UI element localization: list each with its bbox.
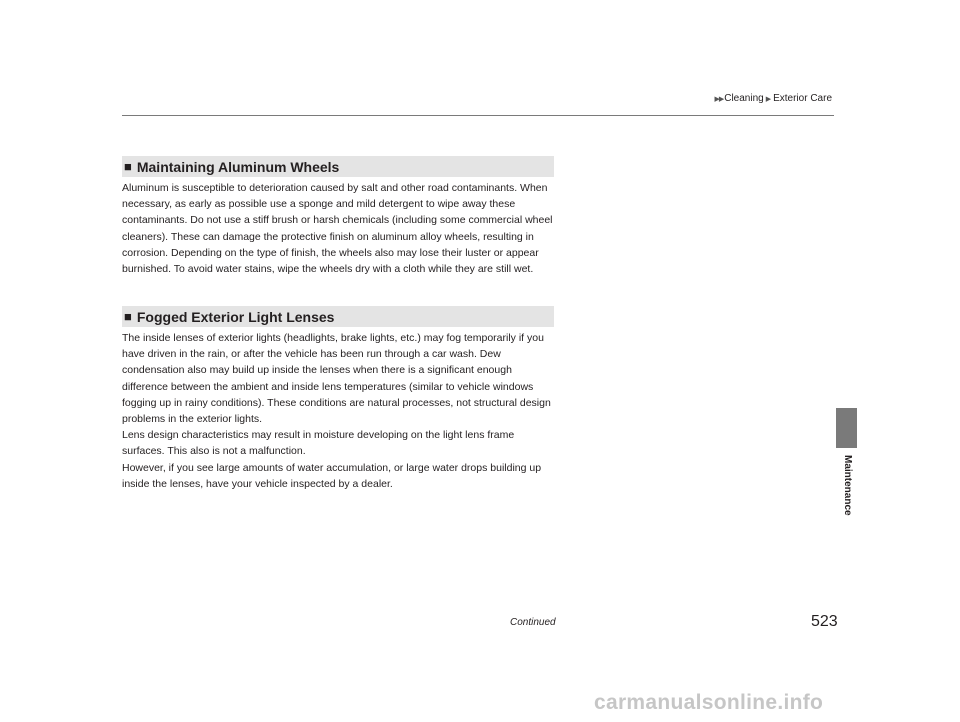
square-bullet-icon: ■ [124,159,132,174]
chapter-tab[interactable] [836,408,857,448]
continued-label: Continued [510,617,556,628]
breadcrumb-item-exterior-care[interactable]: Exterior Care [773,93,832,104]
chapter-label: Maintenance [842,455,853,516]
paragraph: However, if you see large amounts of water accumulation, or large water drops building up inside the lenses, have your vehicle inspected by a dealer. [122,461,542,490]
section-heading-aluminum-wheels [122,156,554,177]
section-body-aluminum-wheels [122,180,556,277]
watermark: carmanualsonline.info [594,691,824,714]
section-title: Fogged Exterior Light Lenses [136,308,335,325]
square-bullet-icon: ■ [124,309,132,324]
section-heading-fogged-lenses [122,306,554,327]
breadcrumb-item-cleaning[interactable]: Cleaning [724,93,764,104]
header-rule [122,115,834,116]
section-body-fogged-lenses [122,330,556,492]
double-arrow-icon: ▶▶ [714,95,724,103]
section-title: Maintaining Aluminum Wheels [136,158,340,175]
page-number: 523 [811,613,838,630]
arrow-icon: ▶ [765,95,772,103]
paragraph: The inside lenses of exterior lights (headlights, brake lights, etc.) may fog temporarily if you have driven in the rain, or after the vehicle has been run through a car wash. Dew condensation also may build up inside the lenses when there is a significant enough difference between the ambient and inside lens temperatures (similar to vehicle windows fogging up in rainy conditions). These conditions are natural processes, not structural design problems in the exterior lights. [122,332,551,426]
breadcrumb [713,93,832,104]
paragraph: Aluminum is susceptible to deterioration caused by salt and other road contaminants. When necessary, as early as possible use a sponge and mild detergent to wipe away these contaminants. Do not use a stiff brush or harsh chemicals (including some commercial wheel cleaners). These can damage the protective finish on aluminum alloy wheels, resulting in corrosion. Depending on the type of finish, the wheels also may lose their luster or appear burnished. To avoid water stains, wipe the wheels dry with a cloth while they are still wet. [122,182,553,276]
paragraph: Lens design characteristics may result in moisture developing on the light lens frame surfaces. This also is not a malfunction. [122,429,515,458]
